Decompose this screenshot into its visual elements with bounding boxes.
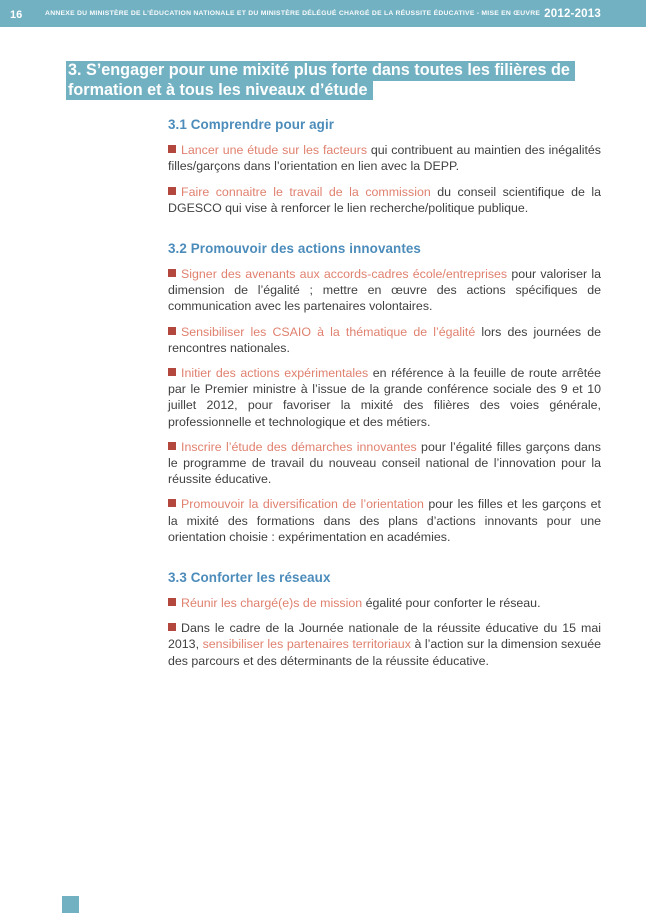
- section-heading: 3.1 Comprendre pour agir: [168, 117, 335, 133]
- bullet-text-normal: lors des journées de rencontres nationales.: [168, 324, 601, 355]
- bullet-text-normal: du conseil scientifique de la DGESCO qui vise à renforcer le lien recherche/politique publique.: [168, 184, 601, 215]
- bullet-item: [168, 439, 601, 488]
- bullet-text-emphasis: Promouvoir la diversification de l’orientation: [181, 497, 424, 512]
- header-banner: [45, 8, 601, 20]
- bullet-square-icon: [168, 145, 176, 153]
- section-3-2: [168, 241, 601, 545]
- bullet-item: [168, 365, 601, 430]
- content-column: [168, 117, 601, 669]
- bullet-square-icon: [168, 269, 176, 277]
- bullet-square-icon: [168, 327, 176, 335]
- bullet-text-emphasis: Sensibiliser les CSAIO à la thématique de l’égalité: [181, 324, 476, 339]
- section-heading: 3.3 Conforter les réseaux: [168, 570, 331, 586]
- bullet-item: [168, 266, 601, 315]
- page-title-line1: 3. S’engager pour une mixité plus forte dans toutes les filières de: [66, 61, 575, 81]
- bullet-text-normal: pour l’égalité filles garçons dans le programme de travail du nouveau conseil national de l’innovation pour la réussite éducative.: [168, 439, 601, 487]
- bullet-text-normal: en référence à la feuille de route arrêtée par le Premier ministre à l’issue de la grande conférence sociale des 9 et 10 juillet 2012, pour favoriser la mixité des filières des voies générale, professionnelle et technologique et des métiers.: [168, 366, 601, 429]
- bullet-item: [168, 496, 601, 545]
- bullet-text-emphasis: Lancer une étude sur les facteurs: [181, 143, 368, 158]
- bullet-item: [168, 620, 601, 669]
- bullet-text-normal: à l’action sur la dimension sexuée des parcours et des déterminants de la réussite éducative.: [168, 637, 602, 668]
- bullet-text-emphasis: Signer des avenants aux accords-cadres école/entreprises: [181, 267, 508, 281]
- bullet-square-icon: [168, 623, 176, 631]
- bullet-square-icon: [168, 598, 176, 606]
- bullet-text-emphasis: sensibiliser les partenaires territoriaux: [202, 637, 411, 652]
- bullet-item: [168, 142, 601, 174]
- section-3-1: [168, 117, 601, 216]
- header-banner-text: ANNEXE DU MINISTÈRE DE L’ÉDUCATION NATIONALE ET DU MINISTÈRE DÉLÉGUÉ CHARGÉ DE LA RÉUSSITE ÉDUCATIVE - MISE EN ŒUVRE: [45, 10, 541, 17]
- section-heading: 3.2 Promouvoir des actions innovantes: [168, 241, 421, 256]
- bullet-text-normal: qui contribuent au maintien des inégalités filles/garçons dans l’orientation en lien avec la DEPP.: [168, 143, 601, 174]
- bullet-item: [168, 184, 601, 216]
- bullet-text-emphasis: Réunir les chargé(e)s de mission: [181, 596, 363, 611]
- bullet-text-emphasis: Inscrire l’étude des démarches innovantes: [181, 439, 417, 454]
- bullet-square-icon: [168, 499, 176, 507]
- bullet-item: [168, 595, 601, 611]
- page-title: [66, 61, 646, 100]
- bullet-square-icon: [168, 368, 176, 376]
- section-3-3: [168, 570, 601, 669]
- bullet-text-normal: égalité pour conforter le réseau.: [362, 596, 541, 611]
- page-title-line2: formation et à tous les niveaux d’étude: [66, 81, 373, 101]
- bullet-text-normal: Dans le cadre de la Journée nationale de la réussite éducative du 15 mai 2013,: [168, 621, 601, 652]
- footer-corner-mark: [62, 896, 79, 913]
- bullet-square-icon: [168, 187, 176, 195]
- bullet-text-emphasis: Initier des actions expérimentales: [181, 366, 369, 381]
- page-header: [0, 0, 646, 27]
- bullet-text-normal: pour valoriser la dimension de l’égalité ; mettre en œuvre des actions spécifiques de communication avec les partenaires volontaires.: [168, 267, 601, 314]
- bullet-item: [168, 324, 601, 356]
- bullet-text-normal: pour les filles et les garçons et la mixité des formations dans des plans d’actions innovants pour une orientation choisie : expérimentation en académies.: [168, 497, 601, 544]
- header-banner-years: 2012-2013: [544, 7, 601, 20]
- bullet-text-emphasis: Faire connaitre le travail de la commission: [181, 184, 431, 199]
- page-number: 16: [10, 8, 23, 21]
- bullet-square-icon: [168, 442, 176, 450]
